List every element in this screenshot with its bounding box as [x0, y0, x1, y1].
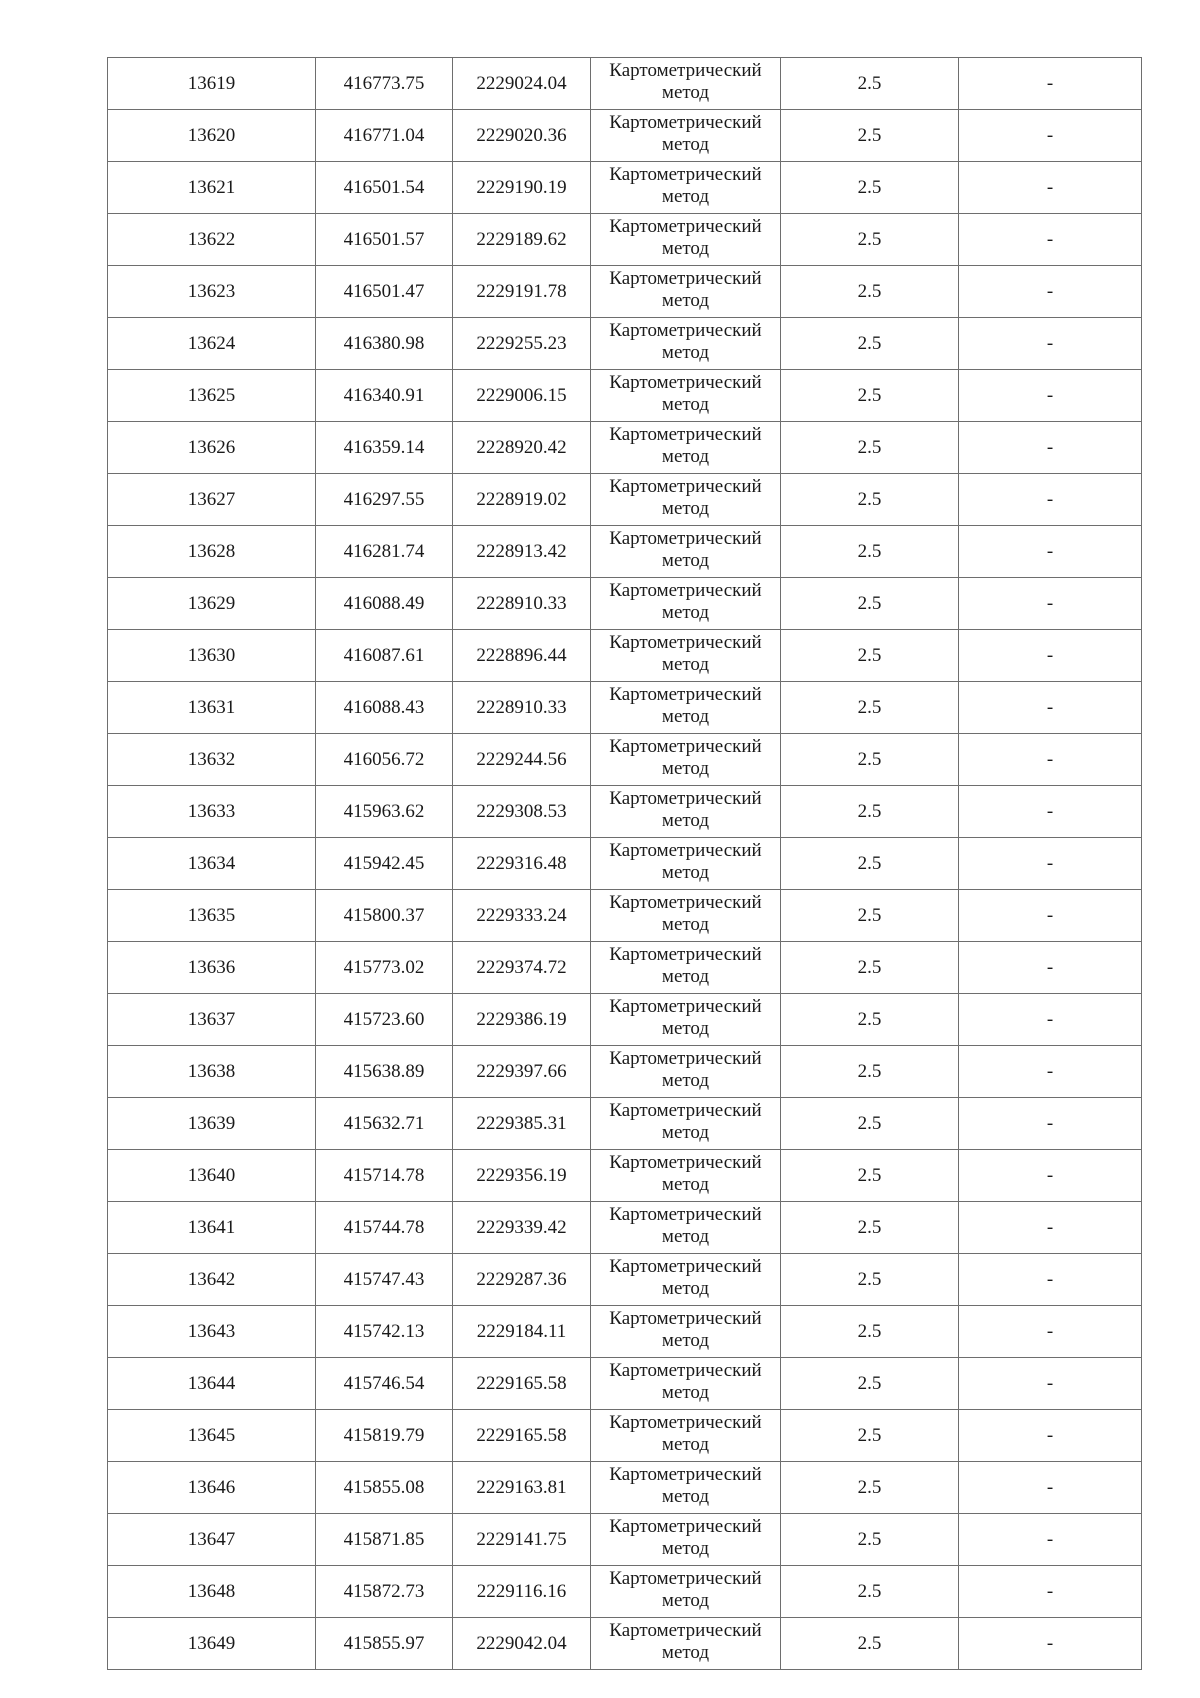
method-cell: Картометрический метод: [591, 474, 781, 526]
x-coordinate-cell: 416501.47: [316, 266, 453, 318]
point-number-cell: 13643: [108, 1306, 316, 1358]
y-coordinate-cell: 2229385.31: [453, 1098, 591, 1150]
error-cell: 2.5: [781, 1410, 959, 1462]
point-number-cell: 13627: [108, 474, 316, 526]
x-coordinate-cell: 415638.89: [316, 1046, 453, 1098]
x-coordinate-cell: 415723.60: [316, 994, 453, 1046]
x-coordinate-cell: 416340.91: [316, 370, 453, 422]
table-row: [108, 734, 1142, 786]
method-cell: Картометрический метод: [591, 526, 781, 578]
error-cell: 2.5: [781, 474, 959, 526]
table-row: [108, 890, 1142, 942]
error-cell: 2.5: [781, 890, 959, 942]
x-coordinate-cell: 416771.04: [316, 110, 453, 162]
point-number-cell: 13644: [108, 1358, 316, 1410]
method-cell: Картометрический метод: [591, 162, 781, 214]
method-cell: Картометрический метод: [591, 890, 781, 942]
error-cell: 2.5: [781, 1618, 959, 1670]
table-row: [108, 1202, 1142, 1254]
x-coordinate-cell: 415800.37: [316, 890, 453, 942]
y-coordinate-cell: 2228910.33: [453, 682, 591, 734]
point-number-cell: 13632: [108, 734, 316, 786]
error-cell: 2.5: [781, 682, 959, 734]
x-coordinate-cell: 415746.54: [316, 1358, 453, 1410]
error-cell: 2.5: [781, 58, 959, 110]
table-row: [108, 1618, 1142, 1670]
method-cell: Картометрический метод: [591, 266, 781, 318]
table-row: [108, 58, 1142, 110]
x-coordinate-cell: 415942.45: [316, 838, 453, 890]
error-cell: 2.5: [781, 838, 959, 890]
point-number-cell: 13648: [108, 1566, 316, 1618]
table-row: [108, 1150, 1142, 1202]
point-number-cell: 13645: [108, 1410, 316, 1462]
table-row: [108, 630, 1142, 682]
method-cell: Картометрический метод: [591, 734, 781, 786]
x-coordinate-cell: 416297.55: [316, 474, 453, 526]
note-cell: -: [959, 422, 1142, 474]
point-number-cell: 13625: [108, 370, 316, 422]
method-cell: Картометрический метод: [591, 422, 781, 474]
table-row: [108, 370, 1142, 422]
y-coordinate-cell: 2229333.24: [453, 890, 591, 942]
table-row: [108, 942, 1142, 994]
y-coordinate-cell: 2228913.42: [453, 526, 591, 578]
table-row: [108, 994, 1142, 1046]
table-row: [108, 1514, 1142, 1566]
x-coordinate-cell: 415963.62: [316, 786, 453, 838]
note-cell: -: [959, 786, 1142, 838]
table-row: [108, 110, 1142, 162]
x-coordinate-cell: 415773.02: [316, 942, 453, 994]
x-coordinate-cell: 416501.54: [316, 162, 453, 214]
table-row: [108, 682, 1142, 734]
point-number-cell: 13619: [108, 58, 316, 110]
method-cell: Картометрический метод: [591, 1566, 781, 1618]
point-number-cell: 13640: [108, 1150, 316, 1202]
error-cell: 2.5: [781, 630, 959, 682]
point-number-cell: 13642: [108, 1254, 316, 1306]
method-cell: Картометрический метод: [591, 1410, 781, 1462]
x-coordinate-cell: 416056.72: [316, 734, 453, 786]
table-row: [108, 474, 1142, 526]
error-cell: 2.5: [781, 266, 959, 318]
x-coordinate-cell: 416380.98: [316, 318, 453, 370]
x-coordinate-cell: 416359.14: [316, 422, 453, 474]
x-coordinate-cell: 416773.75: [316, 58, 453, 110]
y-coordinate-cell: 2229308.53: [453, 786, 591, 838]
x-coordinate-cell: 415632.71: [316, 1098, 453, 1150]
method-cell: Картометрический метод: [591, 942, 781, 994]
method-cell: Картометрический метод: [591, 1462, 781, 1514]
note-cell: -: [959, 1202, 1142, 1254]
y-coordinate-cell: 2229255.23: [453, 318, 591, 370]
note-cell: -: [959, 1618, 1142, 1670]
y-coordinate-cell: 2228920.42: [453, 422, 591, 474]
x-coordinate-cell: 415871.85: [316, 1514, 453, 1566]
error-cell: 2.5: [781, 734, 959, 786]
error-cell: 2.5: [781, 1566, 959, 1618]
note-cell: -: [959, 1254, 1142, 1306]
point-number-cell: 13629: [108, 578, 316, 630]
error-cell: 2.5: [781, 1150, 959, 1202]
table-row: [108, 1254, 1142, 1306]
note-cell: -: [959, 890, 1142, 942]
note-cell: -: [959, 58, 1142, 110]
coordinates-table-body: [108, 58, 1142, 1670]
table-row: [108, 1098, 1142, 1150]
x-coordinate-cell: 415819.79: [316, 1410, 453, 1462]
error-cell: 2.5: [781, 1358, 959, 1410]
method-cell: Картометрический метод: [591, 318, 781, 370]
note-cell: -: [959, 266, 1142, 318]
x-coordinate-cell: 415872.73: [316, 1566, 453, 1618]
table-row: [108, 1410, 1142, 1462]
table-row: [108, 1566, 1142, 1618]
method-cell: Картометрический метод: [591, 1046, 781, 1098]
method-cell: Картометрический метод: [591, 838, 781, 890]
method-cell: Картометрический метод: [591, 1306, 781, 1358]
note-cell: -: [959, 474, 1142, 526]
note-cell: -: [959, 578, 1142, 630]
point-number-cell: 13626: [108, 422, 316, 474]
point-number-cell: 13633: [108, 786, 316, 838]
table-row: [108, 318, 1142, 370]
x-coordinate-cell: 415855.97: [316, 1618, 453, 1670]
method-cell: Картометрический метод: [591, 1150, 781, 1202]
method-cell: Картометрический метод: [591, 110, 781, 162]
point-number-cell: 13635: [108, 890, 316, 942]
table-row: [108, 578, 1142, 630]
table-row: [108, 1306, 1142, 1358]
point-number-cell: 13628: [108, 526, 316, 578]
x-coordinate-cell: 415855.08: [316, 1462, 453, 1514]
y-coordinate-cell: 2229141.75: [453, 1514, 591, 1566]
method-cell: Картометрический метод: [591, 578, 781, 630]
x-coordinate-cell: 416501.57: [316, 214, 453, 266]
point-number-cell: 13647: [108, 1514, 316, 1566]
x-coordinate-cell: 416088.43: [316, 682, 453, 734]
y-coordinate-cell: 2229386.19: [453, 994, 591, 1046]
note-cell: -: [959, 1566, 1142, 1618]
note-cell: -: [959, 162, 1142, 214]
table-row: [108, 162, 1142, 214]
x-coordinate-cell: 416088.49: [316, 578, 453, 630]
point-number-cell: 13620: [108, 110, 316, 162]
note-cell: -: [959, 682, 1142, 734]
y-coordinate-cell: 2229316.48: [453, 838, 591, 890]
table-row: [108, 1462, 1142, 1514]
note-cell: -: [959, 214, 1142, 266]
note-cell: -: [959, 526, 1142, 578]
x-coordinate-cell: 415744.78: [316, 1202, 453, 1254]
y-coordinate-cell: 2229374.72: [453, 942, 591, 994]
point-number-cell: 13622: [108, 214, 316, 266]
point-number-cell: 13641: [108, 1202, 316, 1254]
method-cell: Картометрический метод: [591, 1618, 781, 1670]
point-number-cell: 13636: [108, 942, 316, 994]
error-cell: 2.5: [781, 214, 959, 266]
point-number-cell: 13621: [108, 162, 316, 214]
method-cell: Картометрический метод: [591, 994, 781, 1046]
method-cell: Картометрический метод: [591, 682, 781, 734]
note-cell: -: [959, 1410, 1142, 1462]
error-cell: 2.5: [781, 370, 959, 422]
y-coordinate-cell: 2229184.11: [453, 1306, 591, 1358]
table-row: [108, 526, 1142, 578]
error-cell: 2.5: [781, 1202, 959, 1254]
error-cell: 2.5: [781, 786, 959, 838]
method-cell: Картометрический метод: [591, 786, 781, 838]
y-coordinate-cell: 2229287.36: [453, 1254, 591, 1306]
error-cell: 2.5: [781, 162, 959, 214]
table-row: [108, 838, 1142, 890]
error-cell: 2.5: [781, 422, 959, 474]
error-cell: 2.5: [781, 942, 959, 994]
point-number-cell: 13646: [108, 1462, 316, 1514]
method-cell: Картометрический метод: [591, 1202, 781, 1254]
y-coordinate-cell: 2228910.33: [453, 578, 591, 630]
y-coordinate-cell: 2229190.19: [453, 162, 591, 214]
point-number-cell: 13649: [108, 1618, 316, 1670]
y-coordinate-cell: 2229191.78: [453, 266, 591, 318]
table-row: [108, 422, 1142, 474]
note-cell: -: [959, 318, 1142, 370]
x-coordinate-cell: 415747.43: [316, 1254, 453, 1306]
error-cell: 2.5: [781, 1462, 959, 1514]
table-row: [108, 266, 1142, 318]
method-cell: Картометрический метод: [591, 630, 781, 682]
point-number-cell: 13637: [108, 994, 316, 1046]
error-cell: 2.5: [781, 994, 959, 1046]
error-cell: 2.5: [781, 110, 959, 162]
method-cell: Картометрический метод: [591, 1254, 781, 1306]
error-cell: 2.5: [781, 526, 959, 578]
x-coordinate-cell: 416087.61: [316, 630, 453, 682]
method-cell: Картометрический метод: [591, 1514, 781, 1566]
table-row: [108, 214, 1142, 266]
error-cell: 2.5: [781, 1514, 959, 1566]
error-cell: 2.5: [781, 1306, 959, 1358]
method-cell: Картометрический метод: [591, 214, 781, 266]
note-cell: -: [959, 1358, 1142, 1410]
y-coordinate-cell: 2229163.81: [453, 1462, 591, 1514]
method-cell: Картометрический метод: [591, 1098, 781, 1150]
note-cell: -: [959, 1098, 1142, 1150]
note-cell: -: [959, 110, 1142, 162]
point-number-cell: 13634: [108, 838, 316, 890]
note-cell: -: [959, 942, 1142, 994]
y-coordinate-cell: 2228919.02: [453, 474, 591, 526]
note-cell: -: [959, 1514, 1142, 1566]
note-cell: -: [959, 994, 1142, 1046]
method-cell: Картометрический метод: [591, 1358, 781, 1410]
y-coordinate-cell: 2229020.36: [453, 110, 591, 162]
note-cell: -: [959, 1306, 1142, 1358]
y-coordinate-cell: 2229165.58: [453, 1410, 591, 1462]
coordinates-table: [107, 57, 1142, 1670]
y-coordinate-cell: 2228896.44: [453, 630, 591, 682]
y-coordinate-cell: 2229189.62: [453, 214, 591, 266]
note-cell: -: [959, 1150, 1142, 1202]
error-cell: 2.5: [781, 1098, 959, 1150]
x-coordinate-cell: 415742.13: [316, 1306, 453, 1358]
error-cell: 2.5: [781, 578, 959, 630]
note-cell: -: [959, 1462, 1142, 1514]
error-cell: 2.5: [781, 1046, 959, 1098]
point-number-cell: 13638: [108, 1046, 316, 1098]
note-cell: -: [959, 1046, 1142, 1098]
point-number-cell: 13639: [108, 1098, 316, 1150]
y-coordinate-cell: 2229042.04: [453, 1618, 591, 1670]
x-coordinate-cell: 415714.78: [316, 1150, 453, 1202]
error-cell: 2.5: [781, 318, 959, 370]
table-row: [108, 1358, 1142, 1410]
note-cell: -: [959, 734, 1142, 786]
x-coordinate-cell: 416281.74: [316, 526, 453, 578]
y-coordinate-cell: 2229116.16: [453, 1566, 591, 1618]
y-coordinate-cell: 2229356.19: [453, 1150, 591, 1202]
y-coordinate-cell: 2229024.04: [453, 58, 591, 110]
note-cell: -: [959, 630, 1142, 682]
method-cell: Картометрический метод: [591, 58, 781, 110]
table-row: [108, 786, 1142, 838]
point-number-cell: 13630: [108, 630, 316, 682]
point-number-cell: 13631: [108, 682, 316, 734]
point-number-cell: 13624: [108, 318, 316, 370]
point-number-cell: 13623: [108, 266, 316, 318]
table-row: [108, 1046, 1142, 1098]
method-cell: Картометрический метод: [591, 370, 781, 422]
note-cell: -: [959, 838, 1142, 890]
note-cell: -: [959, 370, 1142, 422]
y-coordinate-cell: 2229339.42: [453, 1202, 591, 1254]
y-coordinate-cell: 2229165.58: [453, 1358, 591, 1410]
y-coordinate-cell: 2229397.66: [453, 1046, 591, 1098]
y-coordinate-cell: 2229006.15: [453, 370, 591, 422]
error-cell: 2.5: [781, 1254, 959, 1306]
y-coordinate-cell: 2229244.56: [453, 734, 591, 786]
